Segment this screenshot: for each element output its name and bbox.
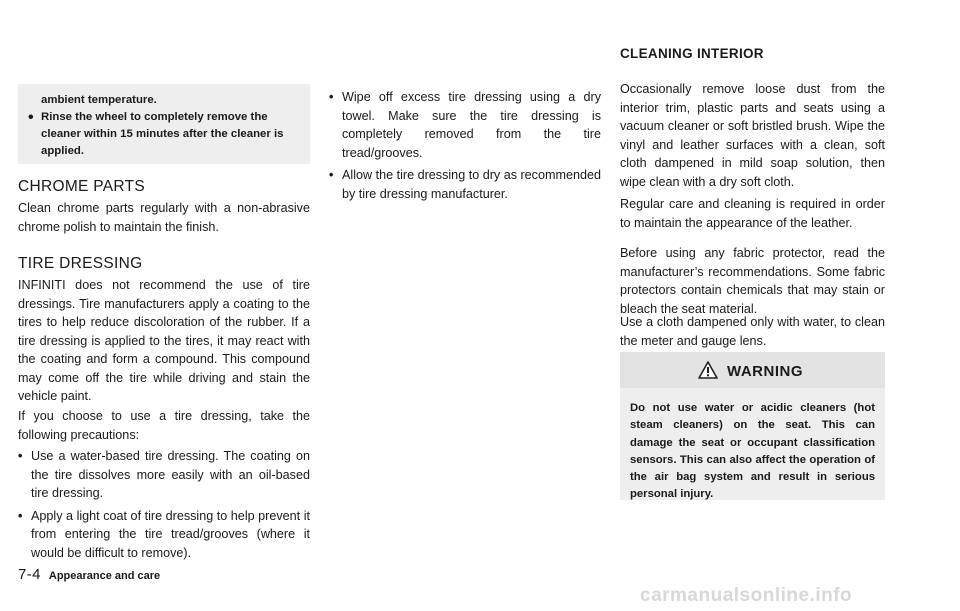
cleaning-interior-title: CLEANING INTERIOR <box>620 46 764 61</box>
page-number: 7-4 <box>18 566 41 583</box>
list-item <box>329 88 601 162</box>
list-item-text: Apply a light coat of tire dressing to help prevent it from entering the tire tread/grooves (where it would be difficult to remove). <box>31 508 310 560</box>
continued-note-box <box>18 84 310 164</box>
interior-paragraph-1: Occasionally remove loose dust from the interior trim, plastic parts and seats using a vacuum cleaner or soft bristled brush. Wipe the vinyl and leather surfaces with a clean, soft cloth dampened in mild soap solution, then wipe clean with a dry soft cloth. <box>620 82 885 189</box>
bullet-icon: • <box>329 168 334 182</box>
tire-dressing-continued-list <box>329 88 601 207</box>
list-item-text: Use a water-based tire dressing. The coating on the tire dissolves more easily with an oil-based tire dressing. <box>31 449 310 500</box>
list-item-text: Allow the tire dressing to dry as recommended by tire dressing manufacturer. <box>342 168 601 201</box>
chapter-title: Appearance and care <box>48 570 161 582</box>
warning-triangle-icon <box>698 361 718 379</box>
warning-title: WARNING <box>727 363 803 380</box>
note-bullet-item <box>28 109 300 160</box>
list-item-text: Wipe off excess tire dressing using a dry towel. Make sure the tire dressing is completely removed from the tire tread/grooves. <box>342 90 601 160</box>
tire-dressing-heading: TIRE DRESSING <box>18 255 143 272</box>
watermark: carmanualsonline.info <box>640 585 853 606</box>
chrome-parts-heading: CHROME PARTS <box>18 178 146 195</box>
bullet-icon: • <box>329 90 334 104</box>
warning-text: Do not use water or acidic cleaners (hot steam cleaners) on the seat. This can damage the seat or occupant classification sensors. This can also affect the operation of the air bag system and result in serious personal injury. <box>630 402 875 501</box>
warning-box <box>620 352 885 500</box>
bullet-icon: • <box>18 449 23 463</box>
list-item <box>18 507 310 563</box>
chrome-parts-text: Clean chrome parts regularly with a non-abrasive chrome polish to maintain the finish. <box>18 201 310 234</box>
tire-precautions-list <box>18 447 310 566</box>
bullet-icon: • <box>18 508 23 523</box>
list-item <box>329 166 601 203</box>
interior-paragraph-2: Regular care and cleaning is required in order to maintain the appearance of the leather. <box>620 197 885 230</box>
interior-paragraph-3: Before using any fabric protector, read the manufacturer’s recommendations. Some fabric protectors contain chemicals that may stain or bleach the seat material. <box>620 246 885 316</box>
tire-dressing-paragraph-1: INFINITI does not recommend the use of tire dressings. Tire manufacturers apply a coating to the tires to help reduce discoloration of the rubber. If a tire dressing is applied to the tires, it may react with the coating and form a compound. This compound may come off the tire while driving and stain the vehicle paint. <box>18 278 310 403</box>
note-bullet-text: Rinse the wheel to completely remove the cleaner within 15 minutes after the cleaner is applied. <box>41 111 284 157</box>
interior-paragraph-4: Use a cloth dampened only with water, to clean the meter and gauge lens. <box>620 315 885 348</box>
warning-header <box>620 352 885 388</box>
bullet-icon: • <box>28 109 34 126</box>
page-footer <box>18 566 160 583</box>
list-item <box>18 447 310 503</box>
note-continued-text: ambient temperature. <box>41 94 157 106</box>
tire-dressing-paragraph-2: If you choose to use a tire dressing, take the following precautions: <box>18 409 310 442</box>
